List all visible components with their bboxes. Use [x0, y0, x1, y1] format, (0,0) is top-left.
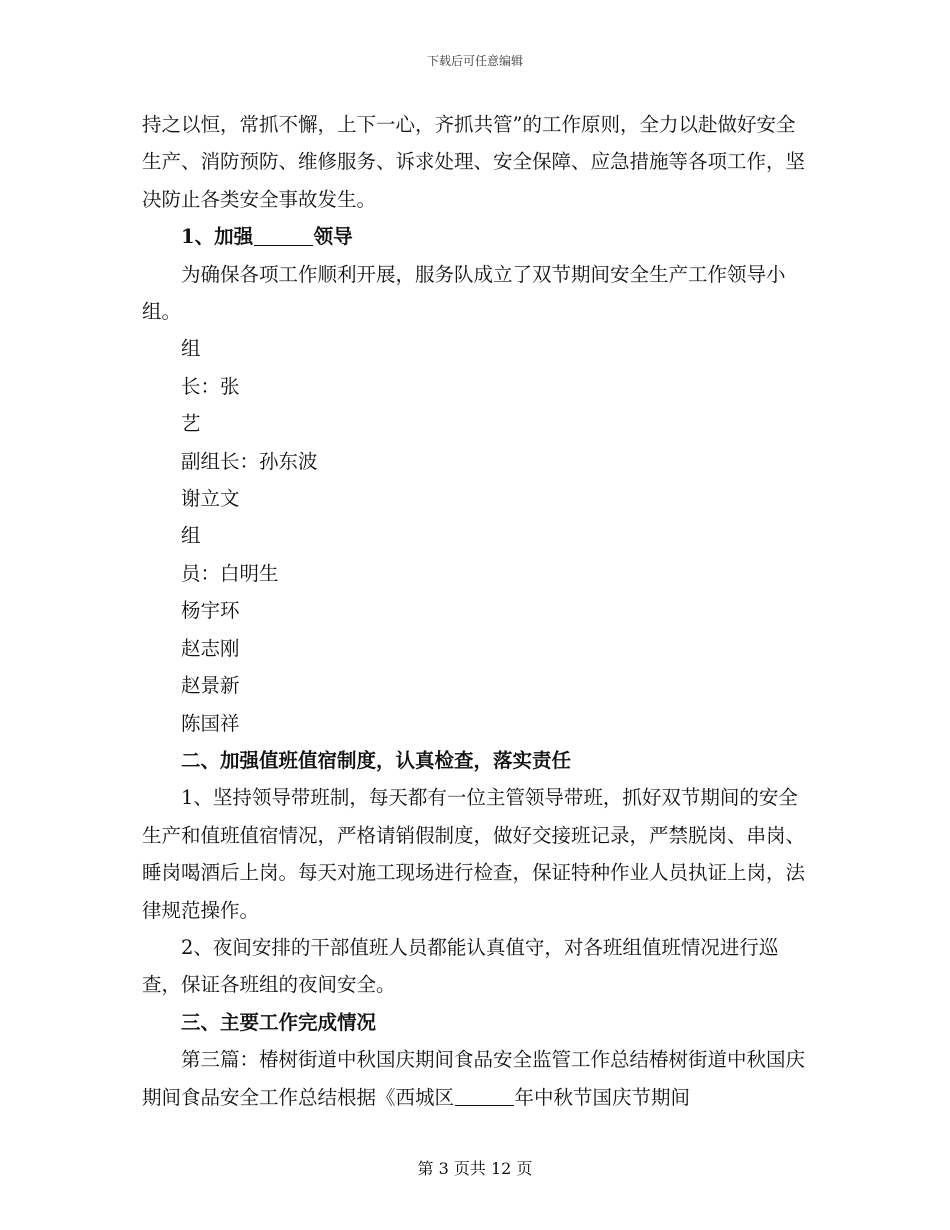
- roster-line: 杨宇环: [181, 599, 240, 623]
- heading-1-post: 领导: [313, 225, 353, 249]
- paragraph-intro: 持之以恒，常抓不懈，上下一心，齐抓共管”的工作原则，全力以赴做好安全生产、消防预防、维修服务、诉求处理、安全保障、应急措施等各项工作，坚决防止各类安全事故发生。: [142, 113, 806, 211]
- roster-line: 赵志刚: [181, 636, 240, 660]
- roster-line: 组: [181, 337, 201, 361]
- paragraph-duty-2: 2、夜间安排的干部值班人员都能认真值守，对各班组值班情况进行巡查，保证各班组的夜间安全。: [142, 935, 779, 997]
- roster-line: 员：白明生: [181, 561, 279, 585]
- roster-line: 陈国祥: [181, 711, 240, 735]
- roster-line: 艺: [181, 412, 201, 436]
- paragraph-duty-1: 1、坚持领导带班制，每天都有一位主管领导带班，抓好双节期间的安全生产和值班值宿情况，严格请销假制度，做好交接班记录，严禁脱岗、串岗、睡岗喝酒后上岗。每天对施工现场进行检查，保证特种作业人员执证上岗，法律规范操作。: [142, 786, 806, 922]
- roster-line: 谢立文: [181, 487, 240, 511]
- blank-underline: [254, 226, 313, 247]
- heading-1-pre: 1、加强: [181, 225, 254, 249]
- roster-line: 副组长：孙东波: [181, 449, 318, 473]
- document-body: [142, 106, 810, 1116]
- paragraph-leadership: 为确保各项工作顺利开展，服务队成立了双节期间安全生产工作领导小组。: [142, 262, 786, 324]
- third-article-pre: 第三篇：椿树街道中秋国庆期间食品安全监管工作总结椿树街道中秋国庆期间食品安全工作总结根据《西城区: [142, 1048, 806, 1109]
- header-note: 下载后可任意编辑: [426, 54, 523, 68]
- roster-line: 组: [181, 524, 201, 548]
- blank-underline: [455, 1086, 514, 1107]
- heading-main-work: 三、主要工作完成情况: [181, 1010, 377, 1034]
- heading-strengthen-leadership: [142, 218, 810, 255]
- page-number: 第 3 页共 12 页: [417, 1159, 533, 1178]
- roster-line: 赵景新: [181, 674, 240, 698]
- roster-line: 长：张: [181, 374, 240, 398]
- third-article-post: 年中秋节国庆节期间: [514, 1085, 691, 1109]
- heading-duty-system: 二、加强值班值宿制度，认真检查，落实责任: [181, 748, 572, 772]
- paragraph-third-article: [142, 1041, 810, 1116]
